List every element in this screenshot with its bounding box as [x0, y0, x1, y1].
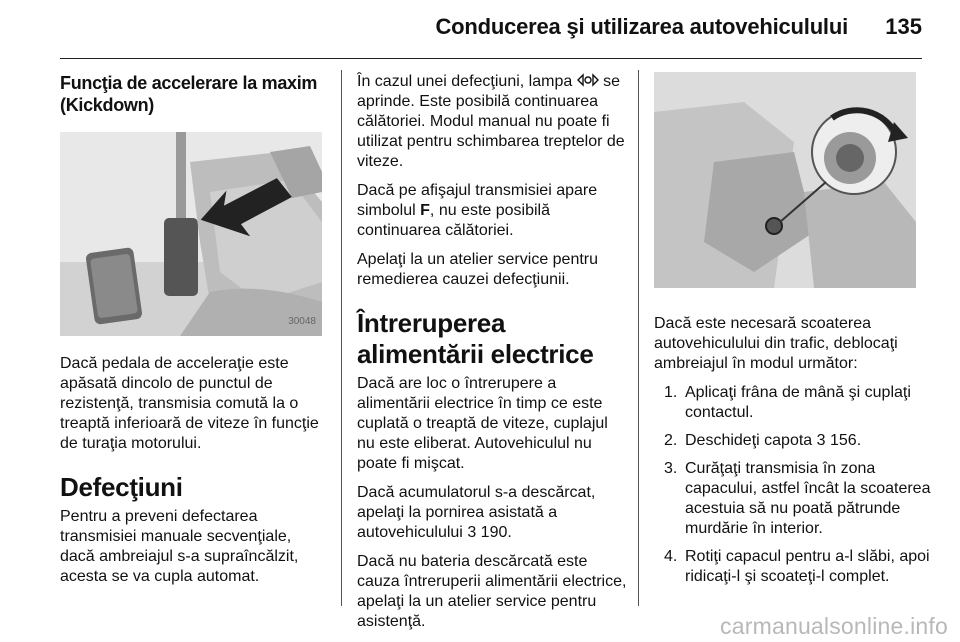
declutch-intro: Dacă este necesară scoaterea autovehiculului din trafic, deblocaţi ambreiajul în modul următor:: [654, 315, 898, 372]
column-left: [60, 72, 328, 596]
list-item: 3. Curăţaţi transmisia în zona capacului, astfel încât la scoaterea acestuia să nu poată pătrunde murdărie în interior.: [664, 460, 931, 537]
fault-lamp-paragraph: În cazul unei defecţiuni, lampa se aprinde. Este posibilă continuarea călătoriei. Modul manual nu poate fi utilizat pentru schimbarea treptelor de viteze.: [357, 73, 625, 170]
header-rule: [60, 58, 922, 59]
kickdown-pedal-figure: [60, 132, 322, 336]
engine-bay-illustration: [654, 72, 916, 288]
service-paragraph: Apelaţi la un atelier service pentru remedierea cauzei defecţiunii.: [357, 251, 599, 288]
column-middle: [357, 72, 627, 641]
transmission-warning-icon: [577, 73, 599, 87]
list-item: 1. Aplicaţi frâna de mână şi cuplaţi contactul.: [664, 384, 911, 421]
power-interruption-paragraph: Dacă are loc o întrerupere a alimentării electrice în timp ce este cuplată o treaptă de viteze, cuplajul nu este eliberat. Autovehiculul nu poate fi mişcat.: [357, 375, 608, 472]
declutch-steps: [654, 383, 936, 587]
faults-heading: Defecţiuni: [60, 472, 183, 502]
battery-paragraph: Dacă acumulatorul s-a descărcat, apelaţi la pornirea asistată a autovehiculului 3 190.: [357, 484, 596, 541]
column-divider-right: [638, 70, 639, 606]
page-reference-icon: 3: [467, 524, 477, 541]
list-item: 2. Deschideţi capota 3 156.: [664, 432, 862, 449]
page-reference-icon: 3: [816, 432, 826, 449]
column-divider-left: [341, 70, 342, 606]
f-symbol-paragraph: Dacă pe afişajul transmisiei apare simbolul F, nu este posibilă continuarea călătoriei.: [357, 182, 598, 239]
list-item: 4. Rotiţi capacul pentru a-l slăbi, apoi ridicaţi-l şi scoateţi-l complet.: [664, 548, 930, 585]
transmission-cover-figure: [654, 72, 916, 288]
assistance-paragraph: Dacă nu bateria descărcată este cauza întreruperii alimentării electrice, apelaţi la un atelier service pentru asistenţă.: [357, 553, 627, 630]
pedal-illustration: [60, 132, 322, 336]
page-header-title: Conducerea şi utilizarea autovehiculului: [435, 14, 848, 39]
figure-id: 30048: [288, 316, 316, 327]
kickdown-heading: Funcţia de accelerare la maxim (Kickdown): [60, 73, 318, 115]
kickdown-paragraph: Dacă pedala de acceleraţie este apăsată dincolo de punctul de rezistenţă, transmisia comută la o treaptă inferioară de viteze în funcţie de turaţia motorului.: [60, 355, 319, 452]
column-right: [654, 72, 936, 595]
power-interruption-heading: Întreruperea alimentării electrice: [357, 308, 594, 369]
watermark: carmanualsonline.info: [720, 613, 948, 639]
page-number: 135: [885, 14, 922, 39]
faults-paragraph: Pentru a preveni defectarea transmisiei manuale secvenţiale, dacă ambreiajul s-a supraîncălzit, acesta se va cupla automat.: [60, 508, 299, 585]
